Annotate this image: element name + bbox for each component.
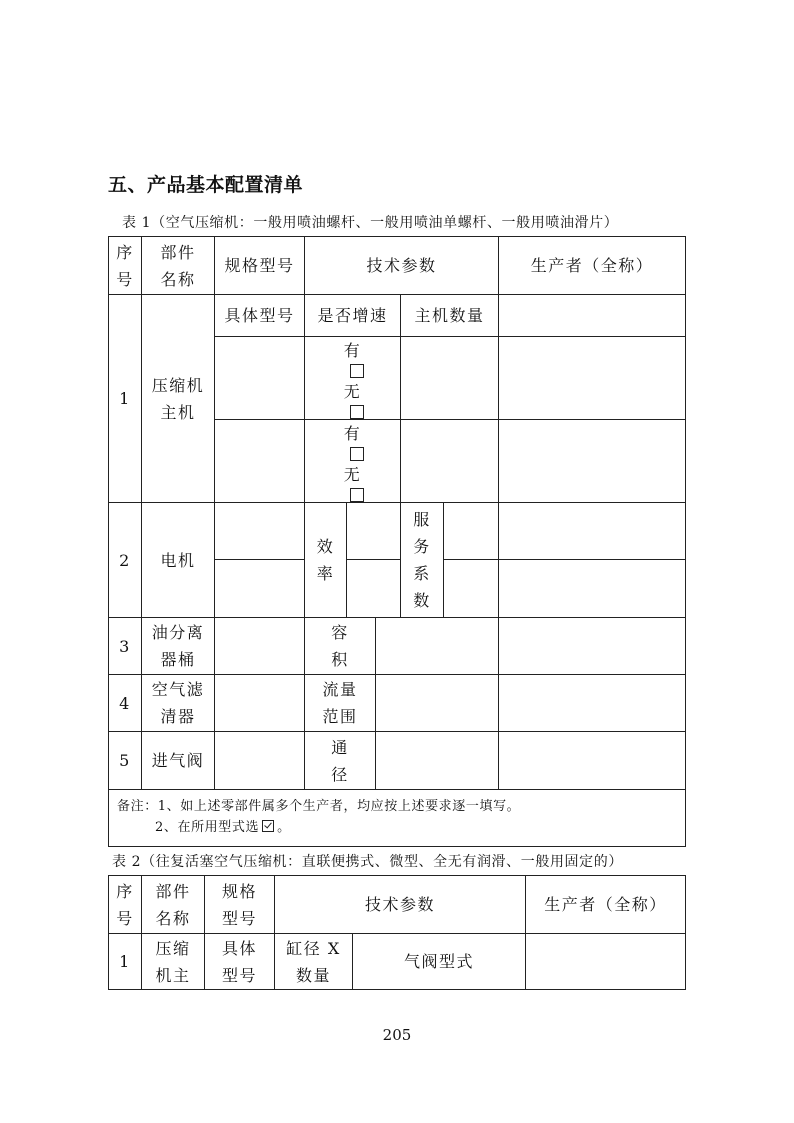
checkbox-icon[interactable] bbox=[350, 364, 364, 378]
t2-header-part-name: 部件 名称 bbox=[142, 876, 205, 934]
row1-seq: 1 bbox=[109, 295, 142, 503]
checked-box-icon bbox=[262, 820, 274, 832]
option-no[interactable]: 无 bbox=[342, 461, 364, 502]
option-yes[interactable]: 有 bbox=[342, 337, 364, 378]
row4-maker-cell[interactable] bbox=[499, 675, 686, 732]
checkbox-icon[interactable] bbox=[350, 447, 364, 461]
header-maker: 生产者（全称） bbox=[499, 237, 686, 295]
table2 bbox=[108, 875, 686, 990]
row2a-service-cell[interactable] bbox=[444, 503, 499, 560]
row5-maker-cell[interactable] bbox=[499, 732, 686, 790]
t2-row1-model: 具体 型号 bbox=[205, 934, 275, 990]
note-line-2: 2、在所用型式选 。 bbox=[155, 820, 291, 835]
row2a-model-cell[interactable] bbox=[215, 503, 305, 560]
checkbox-icon[interactable] bbox=[350, 405, 364, 419]
header-model: 规格型号 bbox=[215, 237, 305, 295]
subheader-speed-up: 是否增速 bbox=[305, 295, 401, 337]
row1b-count-cell[interactable] bbox=[401, 420, 499, 503]
table1-caption: 表 1（空气压缩机：一般用喷油螺杆、一般用喷油单螺杆、一般用喷油滑片） bbox=[122, 215, 619, 231]
row2a-maker-cell[interactable] bbox=[499, 503, 686, 560]
row4-param-value[interactable] bbox=[376, 675, 499, 732]
header-seq: 序 号 bbox=[109, 237, 142, 295]
subheader-specific-model: 具体型号 bbox=[215, 295, 305, 337]
header-part-name: 部件 名称 bbox=[142, 237, 215, 295]
row1b-maker-cell[interactable] bbox=[499, 420, 686, 503]
row2-seq: 2 bbox=[109, 503, 142, 618]
row3-seq: 3 bbox=[109, 618, 142, 675]
subheader-host-count: 主机数量 bbox=[401, 295, 499, 337]
row5-param-label: 通 径 bbox=[305, 732, 376, 790]
row4-name: 空气滤 清器 bbox=[142, 675, 215, 732]
t2-header-model: 规格 型号 bbox=[205, 876, 275, 934]
t2-header-tech-params: 技术参数 bbox=[275, 876, 526, 934]
t2-row1-bore-count: 缸径 X 数量 bbox=[275, 934, 353, 990]
t2-row1-seq: 1 bbox=[109, 934, 142, 990]
row4-model-cell[interactable] bbox=[215, 675, 305, 732]
t2-row1-name: 压缩 机主 bbox=[142, 934, 205, 990]
header-tech-params: 技术参数 bbox=[305, 237, 499, 295]
row2a-efficiency-cell[interactable] bbox=[347, 503, 401, 560]
row3-param-label: 容 积 bbox=[305, 618, 376, 675]
row2b-model-cell[interactable] bbox=[215, 560, 305, 618]
row2b-maker-cell[interactable] bbox=[499, 560, 686, 618]
row4-seq: 4 bbox=[109, 675, 142, 732]
table1-notes bbox=[109, 790, 686, 847]
t2-row1-valve-type: 气阀型式 bbox=[353, 934, 526, 990]
checkbox-icon[interactable] bbox=[350, 488, 364, 502]
row3-param-value[interactable] bbox=[376, 618, 499, 675]
t2-header-seq: 序 号 bbox=[109, 876, 142, 934]
option-no[interactable]: 无 bbox=[342, 378, 364, 419]
row1b-model-cell[interactable] bbox=[215, 420, 305, 503]
t2-row1-maker-cell[interactable] bbox=[526, 934, 686, 990]
row1-name: 压缩机 主机 bbox=[142, 295, 215, 503]
row4-param-label: 流量 范围 bbox=[305, 675, 376, 732]
row2-service-factor-label: 服 务 系 数 bbox=[401, 503, 444, 618]
row5-param-value[interactable] bbox=[376, 732, 499, 790]
row3-maker-cell[interactable] bbox=[499, 618, 686, 675]
row2b-service-cell[interactable] bbox=[444, 560, 499, 618]
row1b-speed-options bbox=[305, 420, 401, 503]
row2-efficiency-label: 效 率 bbox=[305, 503, 347, 618]
row1a-maker-cell[interactable] bbox=[499, 337, 686, 420]
table2-caption: 表 2（往复活塞空气压缩机：直联便携式、微型、全无有润滑、一般用固定的） bbox=[112, 854, 623, 870]
table1 bbox=[108, 236, 686, 847]
option-yes[interactable]: 有 bbox=[342, 420, 364, 461]
section-title: 五、产品基本配置清单 bbox=[108, 174, 304, 196]
row5-name: 进气阀 bbox=[142, 732, 215, 790]
row1a-count-cell[interactable] bbox=[401, 337, 499, 420]
row3-name: 油分离 器桶 bbox=[142, 618, 215, 675]
row1a-model-cell[interactable] bbox=[215, 337, 305, 420]
row3-model-cell[interactable] bbox=[215, 618, 305, 675]
t2-header-maker: 生产者（全称） bbox=[526, 876, 686, 934]
row1a-speed-options bbox=[305, 337, 401, 420]
row1-maker-cell[interactable] bbox=[499, 295, 686, 337]
note-line-1: 备注：1、如上述零部件属多个生产者，均应按上述要求逐一填写。 bbox=[117, 799, 521, 814]
row5-model-cell[interactable] bbox=[215, 732, 305, 790]
row2-name: 电机 bbox=[142, 503, 215, 618]
row2b-efficiency-cell[interactable] bbox=[347, 560, 401, 618]
row5-seq: 5 bbox=[109, 732, 142, 790]
page-number: 205 bbox=[382, 1026, 412, 1044]
